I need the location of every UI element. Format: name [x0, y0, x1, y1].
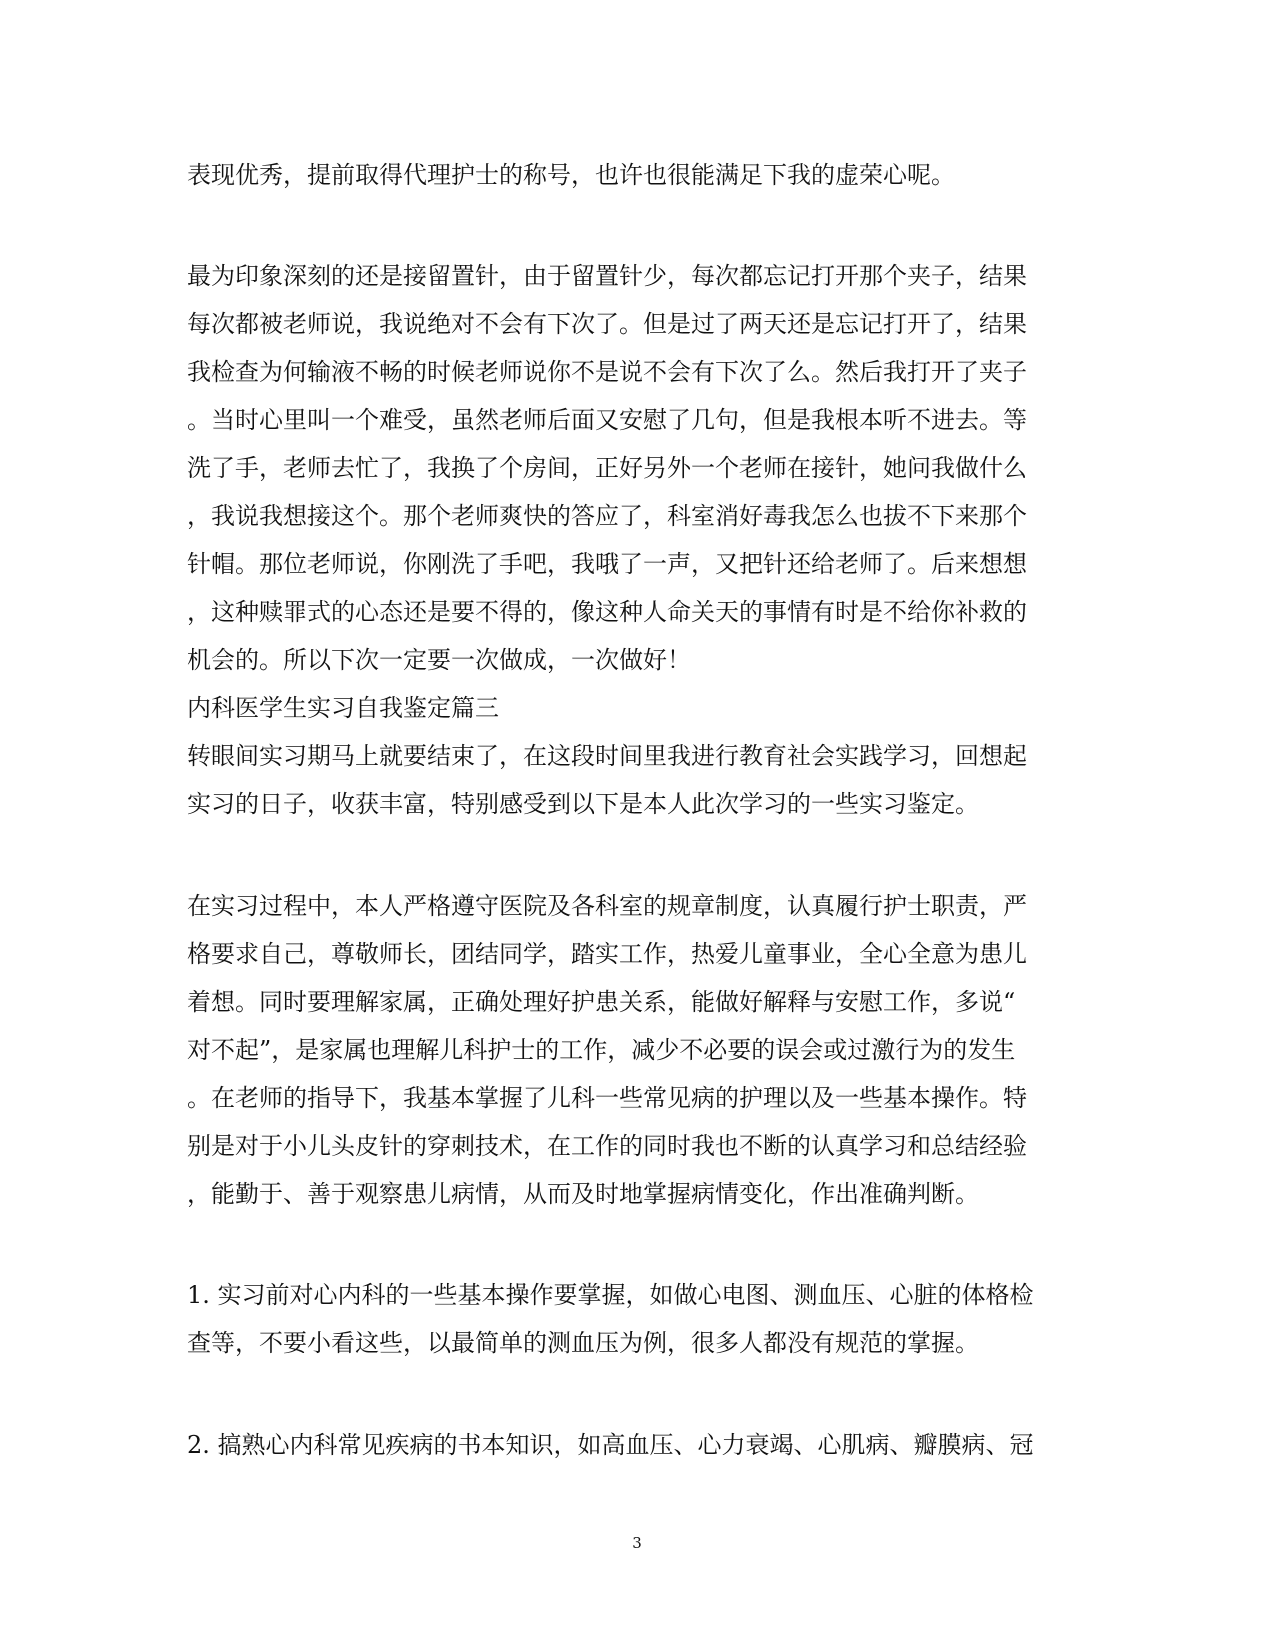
- text-line: ，这种赎罪式的心态还是要不得的，像这种人命关天的事情有时是不给你补救的: [187, 598, 1027, 626]
- text-line: 别是对于小儿头皮针的穿刺技术，在工作的同时我也不断的认真学习和总结经验: [187, 1132, 1027, 1160]
- page-number: 3: [632, 1534, 642, 1552]
- text-line: 我检查为何输液不畅的时候老师说你不是说不会有下次了么。然后我打开了夹子: [187, 358, 1027, 386]
- text-line: 。当时心里叫一个难受，虽然老师后面又安慰了几句，但是我根本听不进去。等: [187, 406, 1027, 434]
- text-line: 针帽。那位老师说，你刚洗了手吧，我哦了一声，又把针还给老师了。后来想想: [187, 550, 1027, 578]
- list-item-line: 2. 搞熟心内科常见疾病的书本知识，如高血压、心力衰竭、心肌病、瓣膜病、冠: [187, 1431, 1034, 1459]
- text-line: 机会的。所以下次一定要一次做成，一次做好！: [187, 646, 691, 674]
- text-line: 表现优秀，提前取得代理护士的称号，也许也很能满足下我的虚荣心呢。: [187, 161, 955, 189]
- text-line: 转眼间实习期马上就要结束了，在这段时间里我进行教育社会实践学习，回想起: [187, 742, 1027, 770]
- text-line: 在实习过程中，本人严格遵守医院及各科室的规章制度，认真履行护士职责，严: [187, 892, 1027, 920]
- text-line: ，能勤于、善于观察患儿病情，从而及时地掌握病情变化，作出准确判断。: [187, 1180, 979, 1208]
- text-line: 最为印象深刻的还是接留置针，由于留置针少，每次都忘记打开那个夹子，结果: [187, 262, 1027, 290]
- text-line: 洗了手，老师去忙了，我换了个房间，正好另外一个老师在接针，她问我做什么: [187, 454, 1027, 482]
- section-heading: 内科医学生实习自我鉴定篇三: [187, 694, 499, 722]
- text-line: 。在老师的指导下，我基本掌握了儿科一些常见病的护理以及一些基本操作。特: [187, 1084, 1027, 1112]
- list-item-line: 查等，不要小看这些，以最简单的测血压为例，很多人都没有规范的掌握。: [187, 1329, 979, 1357]
- text-line: 实习的日子，收获丰富，特别感受到以下是本人此次学习的一些实习鉴定。: [187, 790, 979, 818]
- text-line: ，我说我想接这个。那个老师爽快的答应了，科室消好毒我怎么也拔不下来那个: [187, 502, 1027, 530]
- list-item-line: 1. 实习前对心内科的一些基本操作要掌握，如做心电图、测血压、心脏的体格检: [187, 1281, 1034, 1309]
- text-line: 格要求自己，尊敬师长，团结同学，踏实工作，热爱儿童事业，全心全意为患儿: [187, 940, 1027, 968]
- text-line: 每次都被老师说，我说绝对不会有下次了。但是过了两天还是忘记打开了，结果: [187, 310, 1027, 338]
- text-line: 对不起”，是家属也理解儿科护士的工作，减少不必要的误会或过激行为的发生: [187, 1036, 1016, 1064]
- text-line: 着想。同时要理解家属，正确处理好护患关系，能做好解释与安慰工作，多说“: [187, 988, 1016, 1016]
